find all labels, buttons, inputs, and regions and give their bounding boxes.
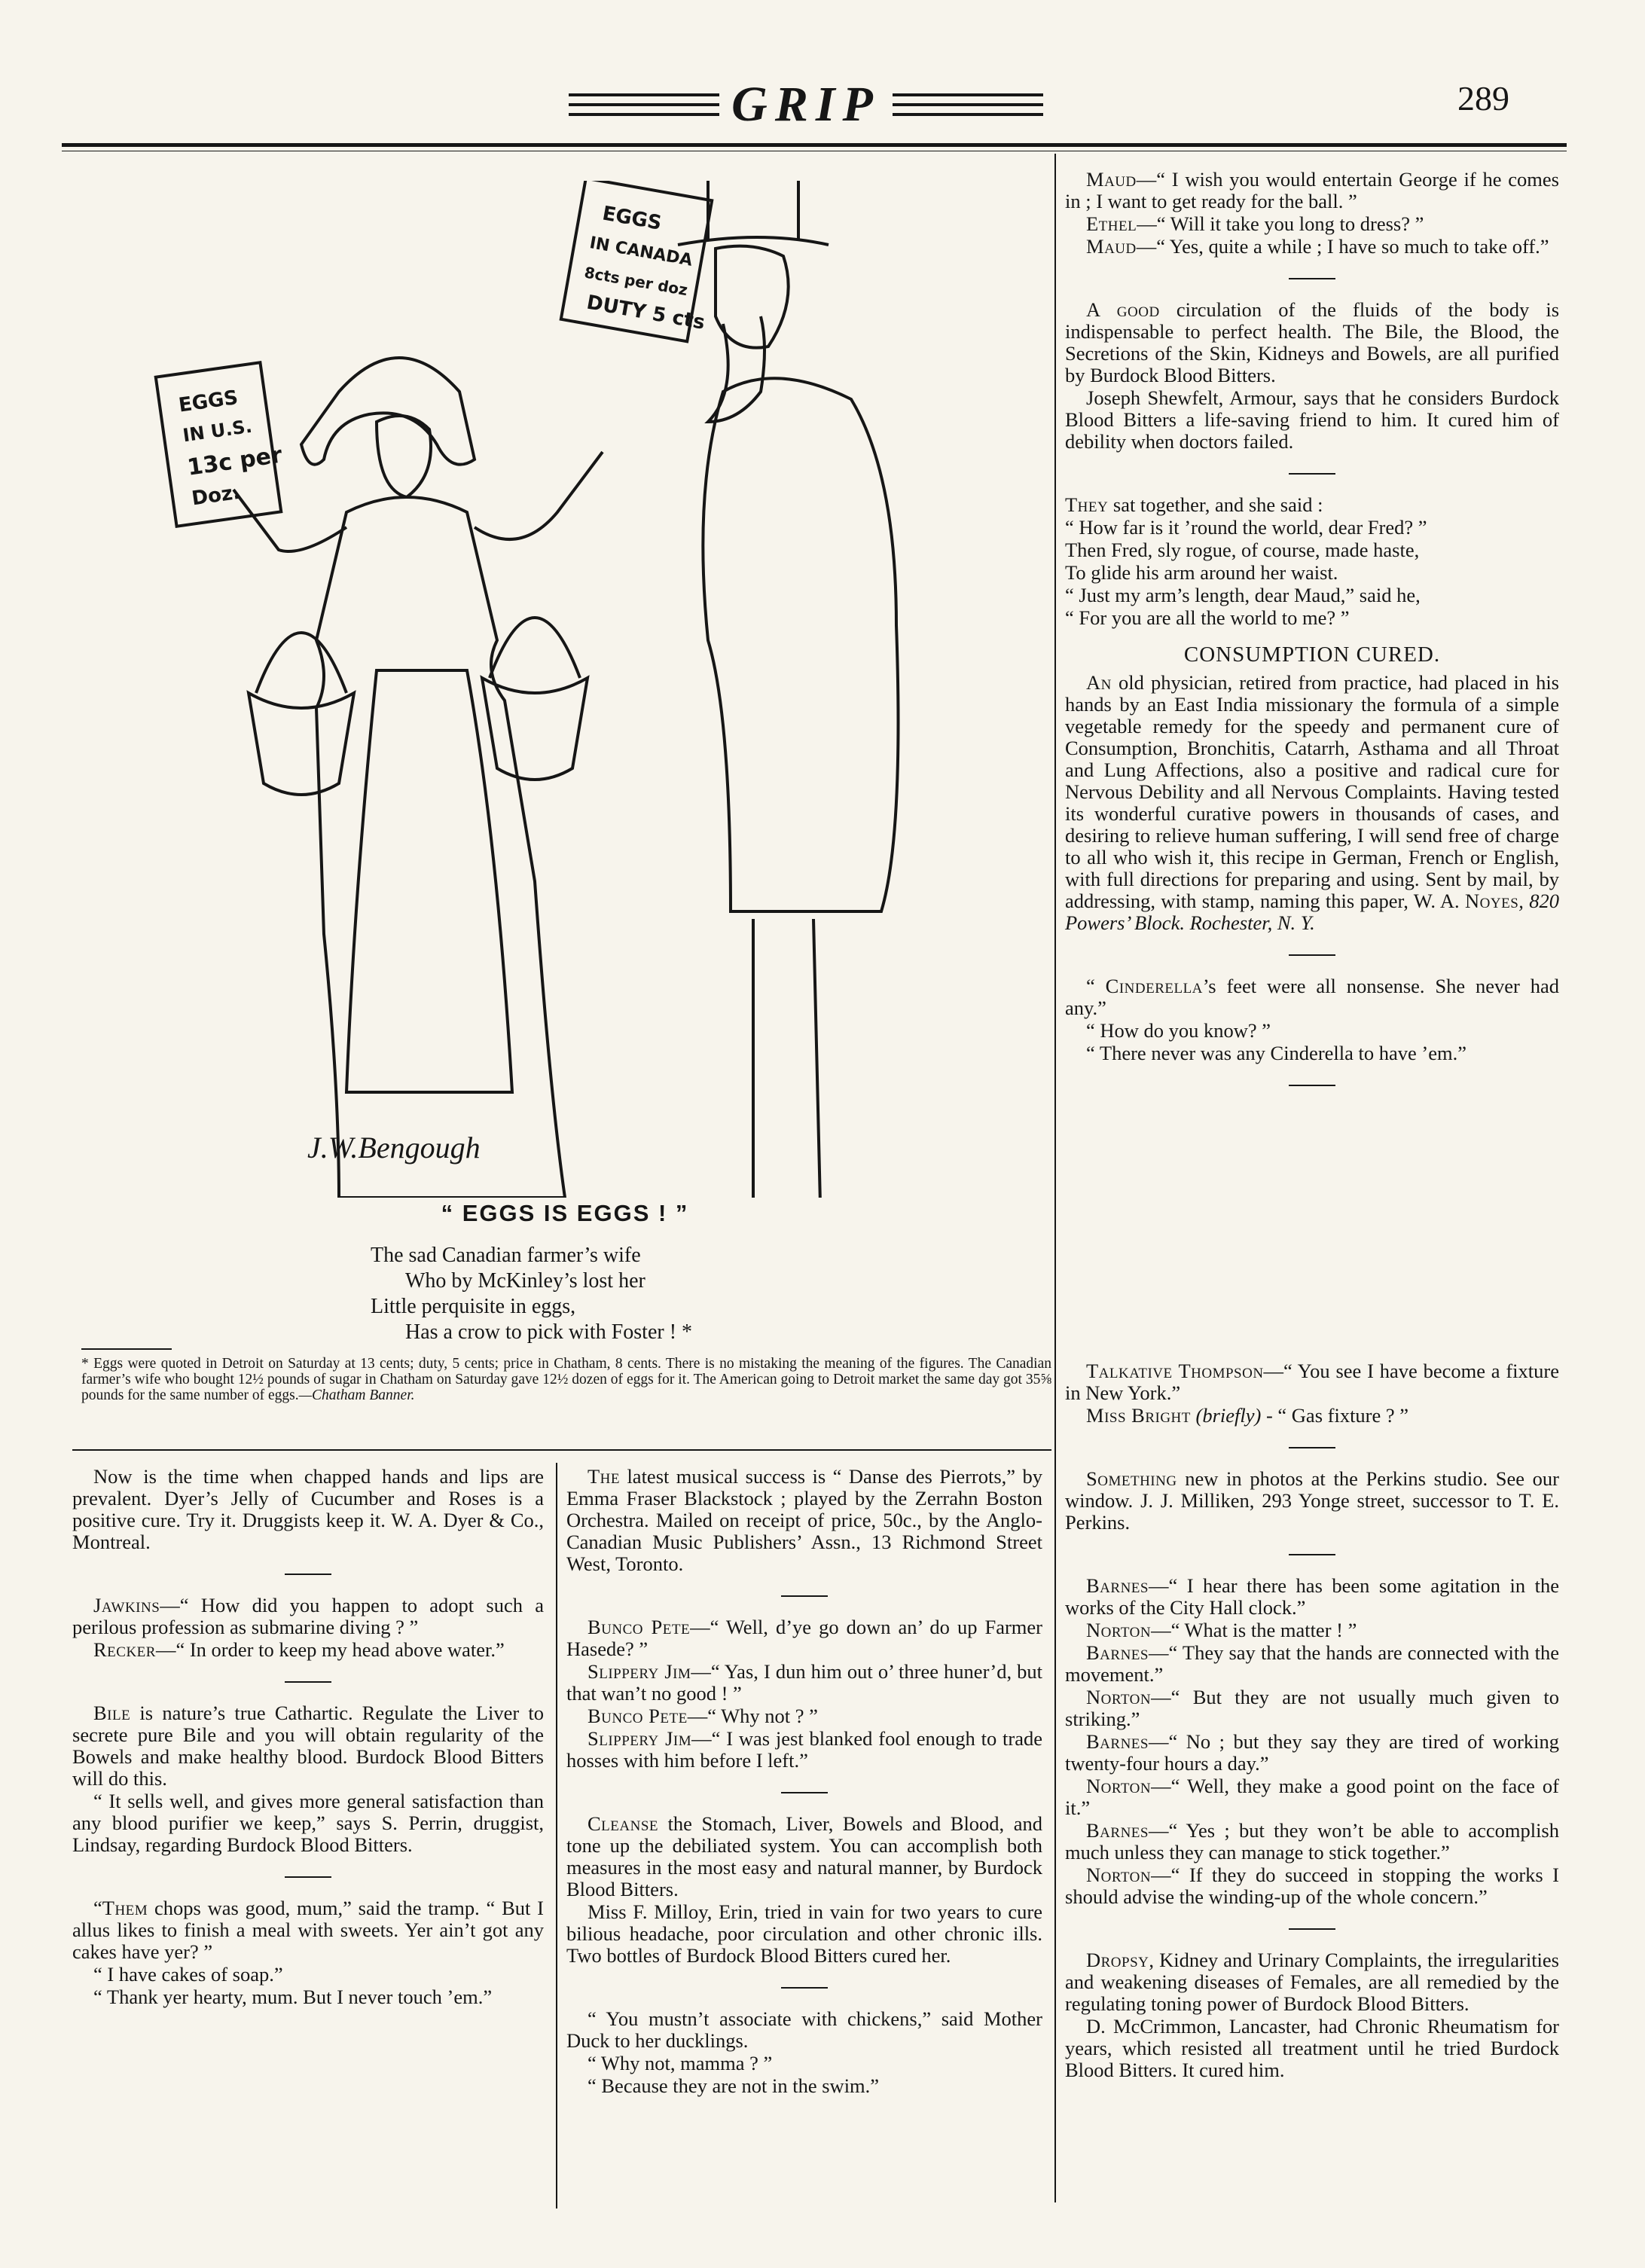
speaker-name: Ethel xyxy=(1086,212,1137,235)
lead-word: Cinderella xyxy=(1105,975,1203,997)
speaker-name: Barnes xyxy=(1086,1819,1149,1842)
barnes-line-4 xyxy=(1065,1820,1559,1864)
cartoon-footnote xyxy=(81,1356,1051,1403)
column-middle xyxy=(566,1466,1042,2098)
dyer-ad: Now is the time when chapped hands and lips are prevalent. Dyer’s Jelly of Cucumber and Roses is a positive cure. Try it. Druggists keep it. W. A. Dyer & Co., Montreal. xyxy=(72,1465,544,1553)
dialogue-text: —“ Yas, I dun him out o’ three huner’d, but that wan’t no good ! ” xyxy=(566,1660,1042,1705)
dialogue-text: —“ Yes, quite a while ; I have so much to take off.” xyxy=(1136,235,1549,258)
cinderella-answer: “ There never was any Cinderella to have ’em.” xyxy=(1086,1042,1466,1064)
separator xyxy=(285,1574,331,1575)
mccrimmon-testimonial: D. McCrimmon, Lancaster, had Chronic Rheumatism for years, which resisted all treatment until he tried Burdock Blood Bitters. It cured him. xyxy=(1065,2015,1559,2081)
dialogue-text: —“ They say that the hands are connected with the movement.” xyxy=(1065,1641,1559,1686)
speaker-name: Norton xyxy=(1086,1864,1152,1886)
woman-arm-right xyxy=(475,452,603,539)
publication-title: GRIP xyxy=(731,77,880,132)
apron xyxy=(346,670,512,1092)
maud-line-1 xyxy=(1065,169,1559,212)
poem-line: To glide his arm around her waist. xyxy=(1065,561,1338,584)
column-rule-mid xyxy=(556,1463,557,2208)
separator xyxy=(781,1987,828,1989)
shewfelt-testimonial: Joseph Shewfelt, Armour, says that he considers Burdock Blood Bitters a life-saving friend to him. It cured him of debility when doctors failed. xyxy=(1065,386,1559,453)
dialogue-text: —“ You see I have become a fixture in New York.” xyxy=(1065,1360,1559,1404)
sign-right-line-1: EGGS xyxy=(600,202,664,235)
header-rule xyxy=(62,143,1567,147)
advertiser-address: , 820 Powers’ Block. Rochester, N. Y. xyxy=(1065,890,1560,934)
jawkins-line xyxy=(72,1595,544,1638)
lead-word: Something xyxy=(1086,1467,1177,1490)
basket-left xyxy=(249,633,354,795)
sign-left-line-2: IN U.S. xyxy=(181,415,254,447)
top-hat xyxy=(678,181,829,245)
speaker-name: Barnes xyxy=(1086,1730,1149,1753)
perkins-ad xyxy=(1065,1468,1559,1534)
ad-text: old physician, retired from practice, had placed in his hands by an East India missionary the formula of a simple vegetable remedy for the speedy and permanent cure of Consumption, Bronchitis, Catarrh, Asthama and all Throat and Lung Affections, also a positive and radical cure for Nervous Debility and all Nervous Complaints. Having tested its wonderful curative powers in thousands of cases, and desiring to relieve human suffering, I will send free of charge to all who wish it, this recipe in German, French or English, with full directions for preparing and using. Sent by mail, by addressing, with stamp, naming this paper, W. A. xyxy=(1065,671,1559,912)
consumption-heading: CONSUMPTION CURED. xyxy=(1183,643,1441,667)
speaker-name: Bunco Pete xyxy=(588,1705,688,1727)
speaker-name: Barnes xyxy=(1086,1641,1149,1664)
dialogue-text: —“ Why not ? ” xyxy=(687,1705,818,1727)
speaker-name: Norton xyxy=(1086,1775,1152,1797)
slippery-line-2 xyxy=(566,1728,1042,1772)
speaker-name: Recker xyxy=(93,1638,156,1661)
cartoon-bottom-rule xyxy=(72,1449,1051,1451)
masthead xyxy=(527,78,1085,131)
maud-line-2 xyxy=(1065,236,1559,258)
consumption-ad xyxy=(1065,672,1559,934)
ad-text: latest musical success is “ Danse des Pierrots,” by Emma Fraser Blackstock ; played by the Zerrahn Boston Orchestra. Mailed on receipt of price, 50c., by the Anglo-Canadian Music Publishers’ Assn., 13 Richmond Street West, Toronto. xyxy=(566,1465,1042,1575)
soap-line: “ I have cakes of soap.” xyxy=(93,1963,283,1986)
woman-arm-left xyxy=(233,490,346,551)
dialogue-text: —“ I was jest blanked fool enough to trade hosses with him before I left.” xyxy=(566,1727,1042,1772)
poem-line: Then Fred, sly rogue, of course, made haste, xyxy=(1065,539,1420,561)
duck-joke: “ You mustn’t associate with chickens,” said Mother Duck to her ducklings. xyxy=(566,2007,1042,2052)
recker-line xyxy=(72,1639,544,1661)
ethel-line xyxy=(1065,213,1559,235)
dialogue-text: —“ In order to keep my head above water.” xyxy=(155,1638,505,1661)
lead-word: The xyxy=(588,1465,621,1488)
dialogue-text: —“ I wish you would entertain George if he comes in ; I want to get ready for the ball. ” xyxy=(1065,168,1559,212)
dialogue-text: —“ Well, d’ye go down an’ do up Farmer Hasede? ” xyxy=(566,1616,1042,1660)
speaker-name: Slippery Jim xyxy=(588,1660,691,1683)
man-head xyxy=(716,246,789,348)
separator xyxy=(1289,473,1335,475)
poem-line: “ For you are all the world to me? ” xyxy=(1065,606,1350,629)
column-right-bottom xyxy=(1065,1360,1559,2082)
speaker-name: Norton xyxy=(1086,1686,1152,1708)
poem-intro xyxy=(1065,494,1559,516)
verse-line: Who by McKinley’s lost her xyxy=(405,1269,645,1293)
separator xyxy=(781,1792,828,1793)
separator xyxy=(1289,278,1335,279)
milloy-testimonial: Miss F. Milloy, Erin, tried in vain for two years to cure bilious headache, poor circulation and other chronic ills. Two bottles of Burdock Blood Bitters cured her. xyxy=(566,1900,1042,1967)
poem-intro-text: sat together, and she said : xyxy=(1108,493,1323,516)
ad-text: new in photos at the Perkins studio. See our window. J. J. Milliken, 293 Yonge street, successor to T. E. Perkins. xyxy=(1065,1467,1559,1534)
footnote-text: * Eggs were quoted in Detroit on Saturday at 13 cents; duty, 5 cents; price in Chatham, 8 cents. There is no mistaking the meaning of the figures. The Canadian farmer’s wife who bought 12½ pounds of sugar in Chatham on Saturday gave 12½ dozen of eggs for it. The American going to Detroit market the same day got 35⅝ pounds for the same number of eggs. xyxy=(81,1356,1051,1403)
norton-line-4 xyxy=(1065,1864,1559,1908)
masthead-rule-left xyxy=(569,93,719,116)
man-beard xyxy=(708,316,765,422)
cartoon-title: “ EGGS IS EGGS ! ” xyxy=(441,1200,689,1226)
separator xyxy=(781,1595,828,1597)
cartoon-verse xyxy=(371,1243,692,1345)
footnote-rule xyxy=(81,1348,172,1350)
speaker-name: Talkative Thompson xyxy=(1086,1360,1264,1382)
cleanse-ad xyxy=(566,1813,1042,1900)
stage-direction: (briefly) xyxy=(1190,1404,1266,1427)
norton-line-2 xyxy=(1065,1687,1559,1730)
dialogue-text: —“ Well, they make a good point on the face of it.” xyxy=(1065,1775,1559,1819)
ad-text: the Stomach, Liver, Bowels and Blood, and tone up the debiliated system. You can accomplish both measures in the most easy and natural manner, by Burdock Blood Bitters. xyxy=(566,1812,1042,1900)
sign-right-line-4: DUTY 5 cts xyxy=(584,291,707,334)
separator xyxy=(1289,1928,1335,1930)
slippery-line-1 xyxy=(566,1661,1042,1705)
dialogue-text: —“ Yes ; but they won’t be able to accomplish much unless they can manage to stick together.” xyxy=(1065,1819,1559,1864)
barnes-line-3 xyxy=(1065,1731,1559,1775)
quote-mark: “ xyxy=(1086,975,1106,997)
cinderella-question: “ How do you know? ” xyxy=(1086,1019,1271,1042)
advertiser-name: Noyes xyxy=(1465,890,1519,912)
tramp-joke xyxy=(72,1897,544,1963)
lead-word: Bile xyxy=(93,1702,131,1724)
dialogue-text: —“ How did you happen to adopt such a perilous profession as submarine diving ? ” xyxy=(72,1594,544,1638)
ad-text: , Kidney and Urinary Complaints, the irregularities and weakening diseases of Females, are all remedied by the regulating toning power of Burdock Blood Bitters. xyxy=(1065,1949,1559,2015)
perrin-testimonial: “ It sells well, and gives more general satisfaction than any blood purifier we keep,” says S. Perrin, druggist, Lindsay, regarding Burdock Blood Bitters. xyxy=(72,1790,544,1856)
speaker-name: Maud xyxy=(1086,168,1137,191)
lead-word: Cleanse xyxy=(588,1812,659,1835)
music-ad xyxy=(566,1466,1042,1575)
separator xyxy=(1289,954,1335,956)
sign-left-line-3: 13c per xyxy=(185,441,284,481)
barnes-line-1 xyxy=(1065,1575,1559,1619)
ad-text: is nature’s true Cathartic. Regulate the Liver to secrete pure Bile and you will obtain regularity of the Bowels and make healthy blood. Burdock Blood Bitters will do this. xyxy=(72,1702,544,1790)
lead-word: They xyxy=(1065,493,1109,516)
cinderella-joke xyxy=(1065,975,1559,1019)
barnes-line-2 xyxy=(1065,1642,1559,1686)
cartoon-illustration xyxy=(151,181,987,1198)
norton-line-3 xyxy=(1065,1775,1559,1819)
verse-line: The sad Canadian farmer’s wife xyxy=(371,1244,641,1267)
masthead-rule-right xyxy=(893,93,1043,116)
sign-right-line-3: 8cts per doz xyxy=(583,263,689,300)
dropsy-ad xyxy=(1065,1949,1559,2015)
speaker-name: Bunco Pete xyxy=(588,1616,691,1638)
circulation-ad xyxy=(1065,299,1559,386)
man-legs xyxy=(753,919,821,1198)
dialogue-text: - “ Gas fixture ? ” xyxy=(1265,1404,1409,1427)
lead-word: An xyxy=(1086,671,1112,694)
lead-word: A good xyxy=(1086,298,1160,321)
separator xyxy=(285,1681,331,1683)
ad-text: circulation of the fluids of the body is indispensable to perfect health. The Bile, the Blood, the Secretions of the Skin, Kidneys and Bowels, are all purified by Burdock Blood Bitters. xyxy=(1065,298,1560,386)
column-rule-right xyxy=(1054,154,1056,2202)
dialogue-text: —“ If they do succeed in stopping the works I should advise the winding-up of the whole concern.” xyxy=(1065,1864,1559,1908)
duck-answer: “ Because they are not in the swim.” xyxy=(588,2074,880,2097)
speaker-name: Miss Bright xyxy=(1086,1404,1191,1427)
dialogue-text: —“ Will it take you long to dress? ” xyxy=(1137,212,1424,235)
joke-text: chops was good, mum,” said the tramp. “ But I allus likes to finish a meal with sweets. Yer ain’t got any cakes have yer? ” xyxy=(72,1897,544,1963)
dialogue-text: —“ I hear there has been some agitation in the works of the City Hall clock.” xyxy=(1065,1574,1559,1619)
dialogue-text: —“ But they are not usually much given to striking.” xyxy=(1065,1686,1559,1730)
separator xyxy=(1289,1447,1335,1448)
column-left xyxy=(72,1466,544,2009)
sign-left-line-4: Doz. xyxy=(190,481,242,511)
lead-word: Them xyxy=(102,1897,148,1919)
verse-line: Little perquisite in eggs, xyxy=(371,1295,576,1318)
speaker-name: Barnes xyxy=(1086,1574,1149,1597)
sign-right-line-2: IN CANADA xyxy=(588,234,694,270)
norton-line-1 xyxy=(1065,1619,1559,1641)
bunco-line-2 xyxy=(566,1705,1042,1727)
footnote-source: —Chatham Banner. xyxy=(298,1387,415,1403)
lead-word: Dropsy xyxy=(1086,1949,1149,1971)
bunco-line-1 xyxy=(566,1616,1042,1660)
speaker-name: Jawkins xyxy=(93,1594,160,1616)
talkative-line xyxy=(1065,1360,1559,1404)
column-right-top xyxy=(1065,169,1559,1106)
verse-line: Has a crow to pick with Foster ! * xyxy=(405,1320,693,1344)
duck-question: “ Why not, mamma ? ” xyxy=(588,2052,773,2074)
dialogue-text: —“ What is the matter ! ” xyxy=(1151,1619,1357,1641)
bile-ad xyxy=(72,1702,544,1790)
dialogue-text: —“ No ; but they say they are tired of working twenty-four hours a day.” xyxy=(1065,1730,1559,1775)
bonnet xyxy=(301,358,475,465)
bright-line xyxy=(1065,1405,1559,1427)
speaker-name: Norton xyxy=(1086,1619,1152,1641)
separator xyxy=(1289,1085,1335,1086)
sign-left-line-1: EGGS xyxy=(177,386,240,417)
thank-line: “ Thank yer hearty, mum. But I never touch ’em.” xyxy=(93,1986,493,2008)
speaker-name: Maud xyxy=(1086,235,1137,258)
man-coat xyxy=(703,378,898,911)
quote-mark: “ xyxy=(93,1897,102,1919)
separator xyxy=(1289,1554,1335,1555)
joke-text: ’s feet were all nonsense. She never had any.” xyxy=(1065,975,1559,1019)
artist-signature: J.W.Bengough xyxy=(307,1131,481,1165)
separator xyxy=(285,1876,331,1878)
speaker-name: Slippery Jim xyxy=(588,1727,692,1750)
poem-line: “ How far is it ’round the world, dear Fred? ” xyxy=(1065,516,1427,539)
page-number: 289 xyxy=(1457,79,1509,118)
poem-line: “ Just my arm’s length, dear Maud,” said he, xyxy=(1065,584,1421,606)
